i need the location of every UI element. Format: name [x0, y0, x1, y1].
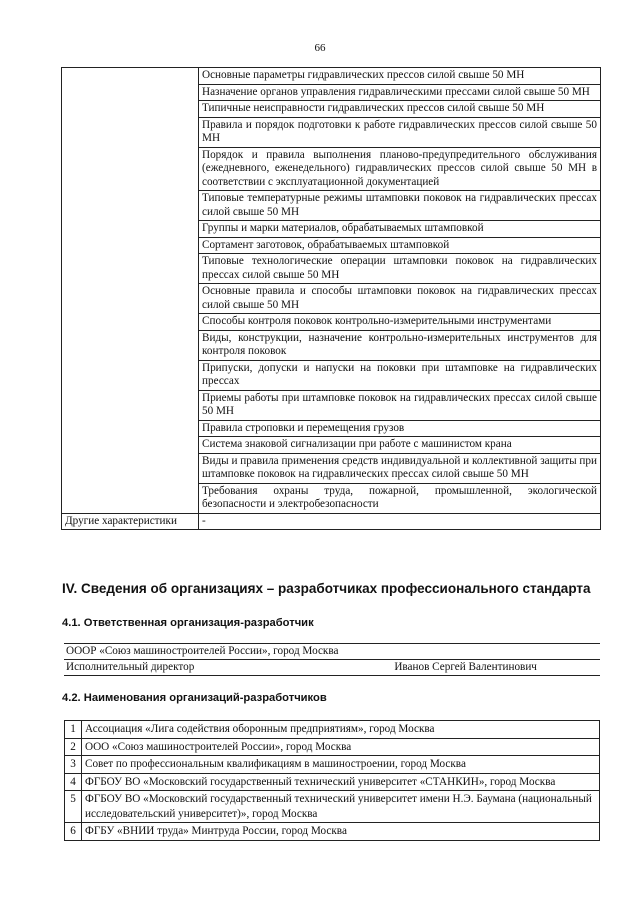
table-row	[65, 823, 600, 841]
knowledge-item: Способы контроля поковок контрольно-измерительными инструментами	[199, 314, 601, 331]
knowledge-item: Типичные неисправности гидравлических прессов силой свыше 50 МН	[199, 101, 601, 118]
knowledge-item: Основные параметры гидравлических прессов силой свыше 50 МН	[199, 68, 601, 85]
developer-name: Совет по профессиональным квалификациям в машиностроении, город Москва	[82, 756, 600, 774]
knowledge-item: Припуски, допуски и напуски на поковки при штамповке на гидравлических прессах	[199, 360, 601, 390]
table-row	[65, 721, 600, 739]
other-characteristics-label: Другие характеристики	[62, 513, 199, 530]
table-row	[65, 791, 600, 823]
knowledge-item: Группы и марки материалов, обрабатываемых штамповкой	[199, 221, 601, 238]
table-row	[64, 660, 600, 676]
left-column-cell	[62, 68, 199, 514]
developer-orgs-table	[64, 720, 600, 841]
section-title: IV. Сведения об организациях – разработчиках профессионального стандарта	[62, 581, 591, 596]
knowledge-item: Приемы работы при штамповке поковок на гидравлических прессах силой свыше 50 МН	[199, 390, 601, 420]
knowledge-item: Правила и порядок подготовки к работе гидравлических прессов силой свыше 50 МН	[199, 117, 601, 147]
table-row	[62, 513, 601, 530]
knowledge-item: Сортамент заготовок, обрабатываемых штамповкой	[199, 237, 601, 254]
knowledge-item: Правила строповки и перемещения грузов	[199, 420, 601, 437]
developer-name: Ассоциация «Лига содействия оборонным предприятиям», город Москва	[82, 721, 600, 739]
responsible-org-table	[64, 643, 600, 676]
developer-name: ФГБОУ ВО «Московский государственный технический университет «СТАНКИН», город Москва	[82, 773, 600, 791]
table-row	[62, 68, 601, 85]
table-row	[65, 756, 600, 774]
developers-subtitle: 4.2. Наименования организаций-разработчиков	[62, 692, 327, 704]
developer-name: ФГБУ «ВНИИ труда» Минтруда России, город Москва	[82, 823, 600, 841]
knowledge-item: Виды, конструкции, назначение контрольно-измерительных инструментов для контроля поковок	[199, 330, 601, 360]
developer-number: 1	[65, 721, 82, 739]
developer-number: 6	[65, 823, 82, 841]
table-row	[65, 773, 600, 791]
responsible-org-subtitle: 4.1. Ответственная организация-разработчик	[62, 617, 314, 629]
director-cell	[64, 660, 600, 676]
developer-number: 3	[65, 756, 82, 774]
page-number: 66	[314, 42, 326, 54]
table-row	[64, 644, 600, 660]
responsible-org-name: ОООР «Союз машиностроителей России», город Москва	[64, 644, 600, 660]
developer-name: ФГБОУ ВО «Московский государственный технический университет имени Н.Э. Баумана (национальный исследовательский университет)», город Москва	[82, 791, 600, 823]
knowledge-item: Виды и правила применения средств индивидуальной и коллективной защиты при штамповке поковок на гидравлических прессах силой свыше 50 МН	[199, 453, 601, 483]
developer-number: 4	[65, 773, 82, 791]
knowledge-item: Требования охраны труда, пожарной, промышленной, экологической безопасности и электробезопасности	[199, 483, 601, 513]
knowledge-item: Назначение органов управления гидравлическими прессами силой свыше 50 МН	[199, 84, 601, 101]
developer-name: ООО «Союз машиностроителей России», город Москва	[82, 738, 600, 756]
knowledge-item: Типовые технологические операции штамповки поковок на гидравлических прессах силой свыше 50 МН	[199, 254, 601, 284]
table-row	[65, 738, 600, 756]
knowledge-item: Основные правила и способы штамповки поковок на гидравлических прессах силой свыше 50 МН	[199, 284, 601, 314]
knowledge-requirements-table	[61, 67, 601, 530]
knowledge-item: Порядок и правила выполнения планово-предупредительного обслуживания (ежедневного, еженедельного) гидравлических прессов силой свыше 50 МН в соответствии с эксплуатационной документацией	[199, 147, 601, 191]
knowledge-item: Типовые температурные режимы штамповки поковок на гидравлических прессах силой свыше 50 МН	[199, 191, 601, 221]
developer-number: 2	[65, 738, 82, 756]
director-title: Исполнительный директор	[66, 661, 195, 673]
knowledge-item: Система знаковой сигнализации при работе с машинистом крана	[199, 437, 601, 454]
other-characteristics-value: -	[199, 513, 601, 530]
director-name: Иванов Сергей Валентинович	[394, 661, 537, 673]
developer-number: 5	[65, 791, 82, 823]
